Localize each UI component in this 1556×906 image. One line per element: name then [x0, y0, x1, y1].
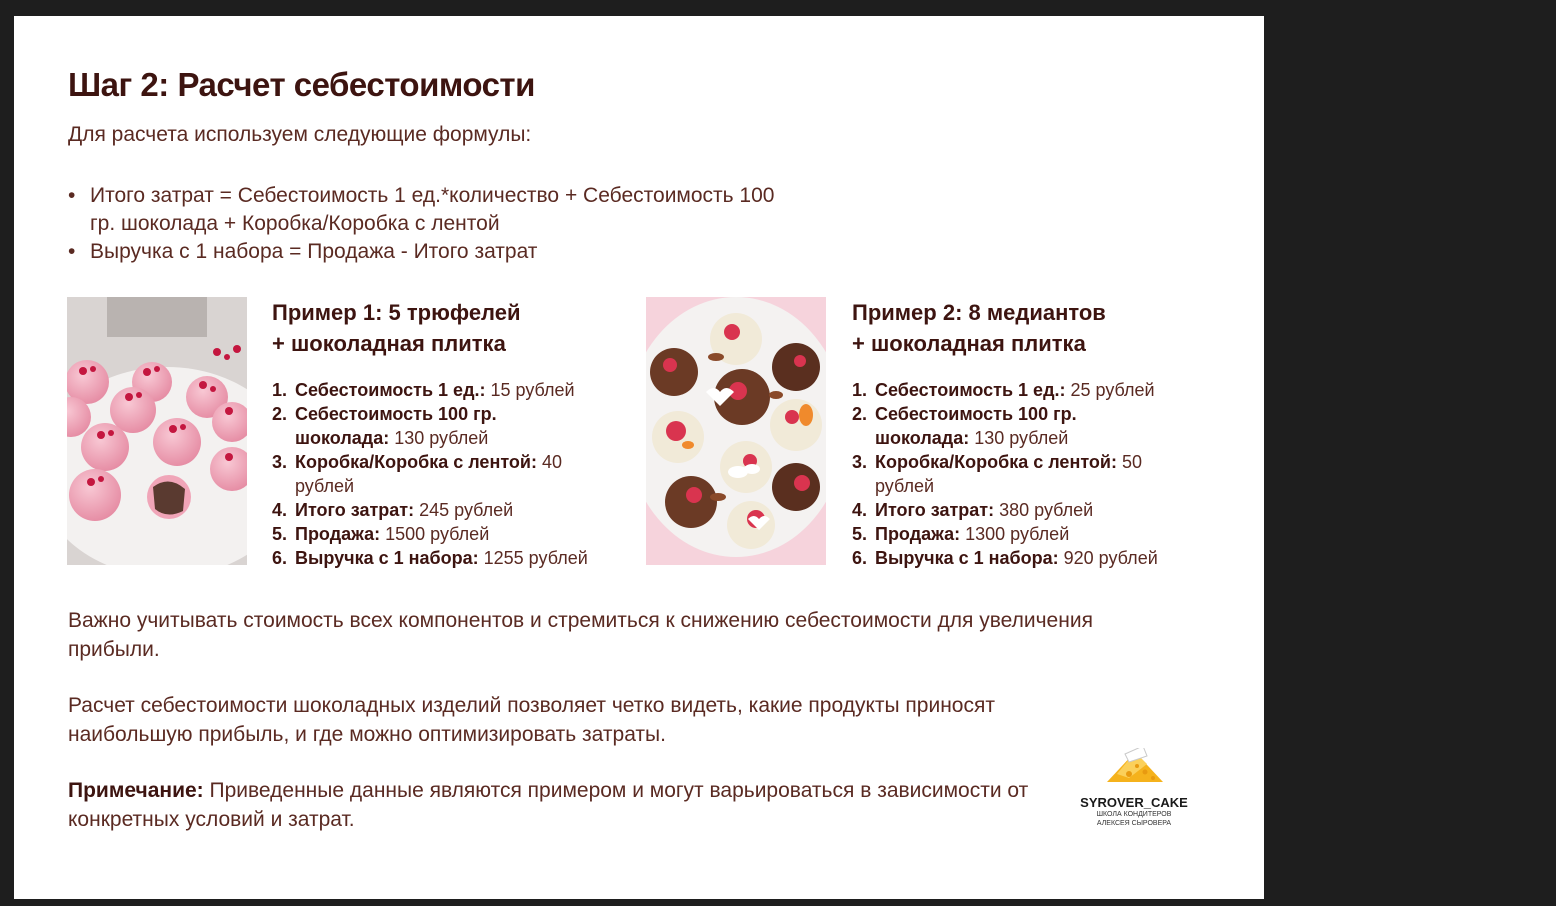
syrover-cake-logo — [1074, 748, 1194, 828]
list-number: 2. — [852, 404, 868, 424]
list-label: Выручка с 1 набора: — [295, 548, 479, 568]
mendiants-photo — [646, 297, 826, 565]
list-label: Себестоимость 1 ед.: — [875, 380, 1066, 400]
list-number: 6. — [852, 548, 868, 568]
list-item — [852, 378, 1172, 402]
list-item — [852, 498, 1172, 522]
example-2-title-line2: + шоколадная плитка — [852, 331, 1086, 356]
list-item — [852, 402, 1172, 450]
list-label: Коробка/Коробка с лентой: — [875, 452, 1117, 472]
list-label: Итого затрат: — [875, 500, 995, 520]
list-item — [272, 546, 592, 570]
list-value: 1500 рублей — [380, 524, 490, 544]
list-value: 1300 рублей — [960, 524, 1070, 544]
list-item — [272, 522, 592, 546]
intro-text: Для расчета используем следующие формулы: — [68, 123, 532, 146]
note-text: Приведенные данные являются примером и могут варьироваться в зависимости от конкретных условий и затрат. — [68, 779, 1029, 831]
list-label: Себестоимость 1 ед.: — [295, 380, 486, 400]
list-item — [852, 450, 1172, 498]
example-1-title-line2: + шоколадная плитка — [272, 331, 506, 356]
paragraph-components: Важно учитывать стоимость всех компонентов и стремиться к снижению себестоимости для увеличения прибыли. — [68, 609, 1093, 661]
list-label: Выручка с 1 набора: — [875, 548, 1059, 568]
list-value: 130 рублей — [389, 428, 489, 448]
list-value: 25 рублей — [1065, 380, 1155, 400]
logo-name: SYROVER_CAKE — [1080, 795, 1188, 810]
list-item — [272, 402, 592, 450]
list-label: Итого затрат: — [295, 500, 415, 520]
list-value: 50 рублей — [875, 452, 1142, 496]
list-number: 4. — [272, 500, 288, 520]
example-2-title-line1: Пример 2: 8 медиантов — [852, 300, 1106, 325]
example-1-list — [272, 378, 592, 570]
note-label: Примечание: — [68, 779, 204, 802]
logo-subtitle-line1: ШКОЛА КОНДИТЕРОВ — [1096, 811, 1172, 818]
list-value: 15 рублей — [485, 380, 575, 400]
list-number: 3. — [852, 452, 868, 472]
paragraph-analysis: Расчет себестоимости шоколадных изделий позволяет четко видеть, какие продукты приносят наибольшую прибыль, и где можно оптимизировать затраты. — [68, 694, 995, 746]
list-number: 6. — [272, 548, 288, 568]
list-item — [272, 450, 592, 498]
cheese-cake-icon — [1099, 748, 1169, 788]
note-paragraph — [68, 776, 1048, 834]
list-label: Коробка/Коробка с лентой: — [295, 452, 537, 472]
list-label: Продажа: — [875, 524, 961, 544]
list-label: Себестоимость 100 гр. шоколада: — [875, 404, 1077, 448]
example-1-title-line1: Пример 1: 5 трюфелей — [272, 300, 521, 325]
truffles-photo — [67, 297, 247, 565]
formula-list — [68, 182, 788, 266]
list-number: 5. — [852, 524, 868, 544]
formula-item-total-cost: • Итого затрат = Себестоимость 1 ед.*количество + Себестоимость 100 гр. шоколада + Коробка/Коробка с лентой — [68, 182, 788, 238]
formula-item-revenue: • Выручка с 1 набора = Продажа - Итого затрат — [68, 238, 788, 266]
list-item — [852, 546, 1172, 570]
list-number: 2. — [272, 404, 288, 424]
list-item — [272, 378, 592, 402]
list-label: Продажа: — [295, 524, 381, 544]
list-value: 40 рублей — [295, 452, 562, 496]
list-value: 380 рублей — [994, 500, 1094, 520]
list-value: 920 рублей — [1058, 548, 1158, 568]
page-title: Шаг 2: Расчет себестоимости — [68, 66, 535, 103]
list-number: 4. — [852, 500, 868, 520]
list-item — [852, 522, 1172, 546]
list-number: 3. — [272, 452, 288, 472]
list-value: 1255 рублей — [478, 548, 588, 568]
list-number: 1. — [852, 380, 868, 400]
list-item — [272, 498, 592, 522]
logo-subtitle-line2: АЛЕКСЕЯ СЫРОВЕРА — [1096, 820, 1172, 827]
example-1-title — [272, 297, 521, 359]
list-label: Себестоимость 100 гр. шоколада: — [295, 404, 497, 448]
list-value: 130 рублей — [969, 428, 1069, 448]
list-number: 5. — [272, 524, 288, 544]
slide — [14, 16, 1264, 899]
list-value: 245 рублей — [414, 500, 514, 520]
list-number: 1. — [272, 380, 288, 400]
example-2-list — [852, 378, 1172, 570]
example-2-title — [852, 297, 1106, 359]
